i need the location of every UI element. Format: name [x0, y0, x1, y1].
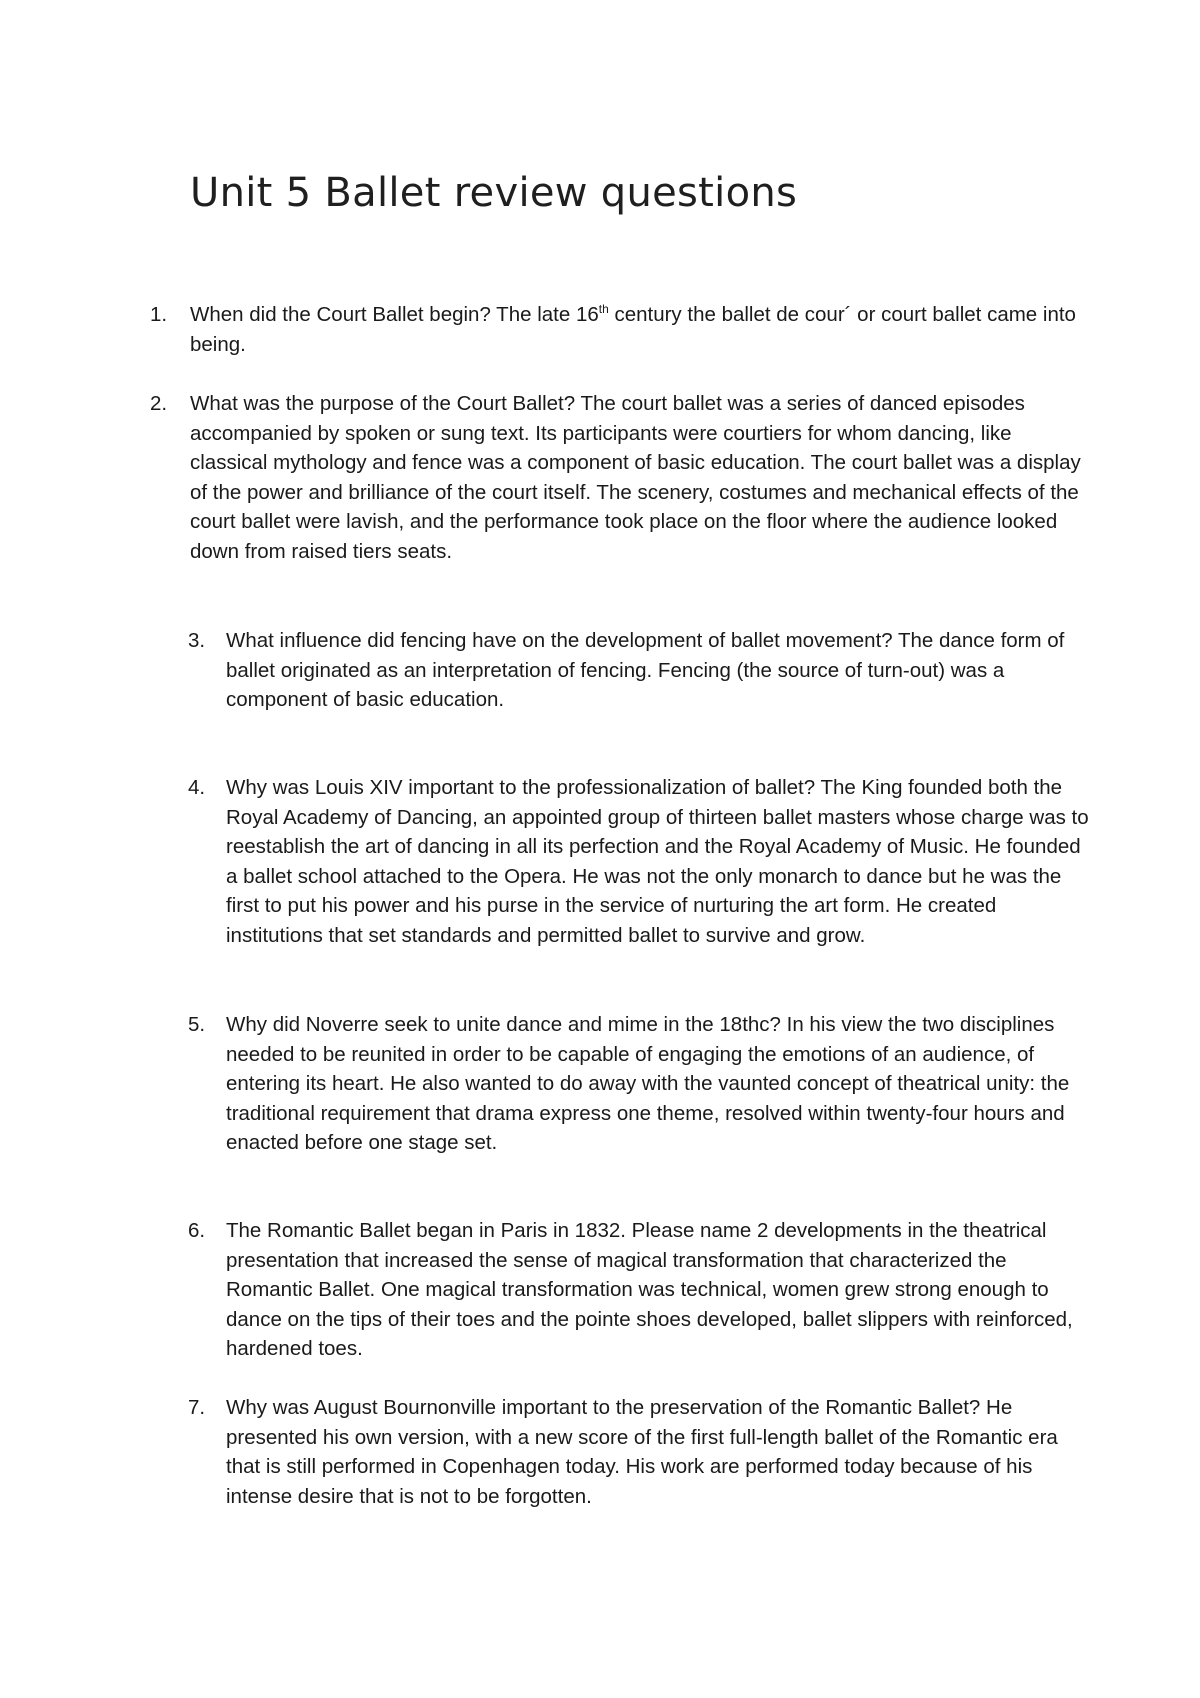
- question-text: Why was Louis XIV important to the professionalization of ballet? The King founded both the Royal Academy of Dancing, an appointed group of thirteen ballet masters whose charge was to reestablish the art of dancing in all its perfection and the Royal Academy of Music. He founded a ballet school attached to the Opera. He was not the only monarch to dance but he was the first to put his power and his purse in the service of nurturing the art form. He created institutions that set standards and permitted ballet to survive and grow.: [226, 776, 1089, 947]
- question-number: 5.: [188, 1013, 206, 1036]
- question-1: [150, 300, 1090, 359]
- question-6: [188, 1216, 1093, 1364]
- question-text: What was the purpose of the Court Ballet? The court ballet was a series of danced episodes accompanied by spoken or sung text. Its participants were courtiers for whom dancing, like classical mythology and fence was a component of basic education. The court ballet was a display of the power and brilliance of the court itself. The scenery, costumes and mechanical effects of the court ballet were lavish, and the performance took place on the floor where the audience looked down from raised tiers seats.: [190, 392, 1081, 563]
- question-4: [188, 773, 1093, 951]
- question-2: [150, 389, 1090, 567]
- page-title: Unit 5 Ballet review questions: [190, 170, 798, 216]
- question-7: [188, 1393, 1093, 1511]
- question-text: The Romantic Ballet began in Paris in 1832. Please name 2 developments in the theatrical presentation that increased the sense of magical transformation that characterized the Romantic Ballet. One magical transformation was technical, women grew strong enough to dance on the tips of their toes and the pointe shoes developed, ballet slippers with reinforced, hardened toes.: [226, 1219, 1073, 1361]
- question-number: 7.: [188, 1396, 206, 1419]
- question-number: 4.: [188, 776, 206, 799]
- question-3: [188, 626, 1093, 715]
- question-number: 2.: [150, 392, 168, 415]
- question-number: 3.: [188, 629, 206, 652]
- question-text: When did the Court Ballet begin? The late 16th century the ballet de cour´ or court ballet came into being.: [190, 302, 1076, 356]
- question-number: 1.: [150, 303, 168, 326]
- question-text: Why was August Bournonville important to the preservation of the Romantic Ballet? He presented his own version, with a new score of the first full-length ballet of the Romantic era that is still performed in Copenhagen today. His work are performed today because of his intense desire that is not to be forgotten.: [226, 1396, 1058, 1508]
- question-text: Why did Noverre seek to unite dance and mime in the 18thc? In his view the two disciplines needed to be reunited in order to be capable of engaging the emotions of an audience, of entering its heart. He also wanted to do away with the vaunted concept of theatrical unity: the traditional requirement that drama express one theme, resolved within twenty-four hours and enacted before one stage set.: [226, 1013, 1070, 1155]
- question-5: [188, 1010, 1093, 1158]
- question-number: 6.: [188, 1219, 206, 1242]
- question-text: What influence did fencing have on the development of ballet movement? The dance form of ballet originated as an interpretation of fencing. Fencing (the source of turn-out) was a component of basic education.: [226, 629, 1065, 712]
